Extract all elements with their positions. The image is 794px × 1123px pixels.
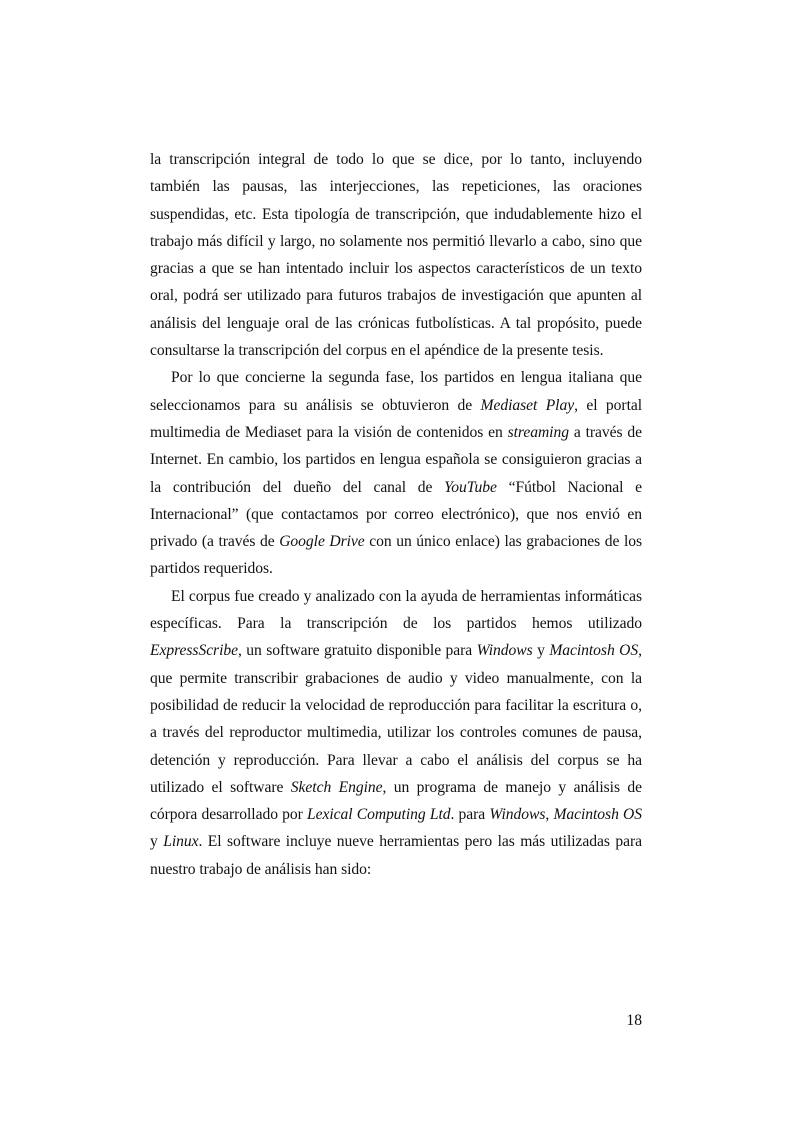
paragraph-2-text: Por lo que concierne la segunda fase, los partidos en lengua italiana que seleccionamos para su análisis se obtuvieron de [150,369,642,414]
paragraph-2-text: con un único enlace) las grabaciones de los partidos requeridos. [150,533,643,578]
paragraph-3-text: y [150,833,164,851]
italic-term-lexical-computing: Lexical Computing Ltd [307,806,451,824]
italic-term-windows: Windows [476,642,533,660]
paragraph-3-text: , un software gratuito disponible para [237,642,477,660]
italic-term-streaming: streaming [507,423,569,441]
paragraph-3-text: , [545,806,554,824]
italic-term-windows: Windows [489,806,546,824]
paragraph-2 [150,364,642,582]
page-number: 18 [626,1012,642,1029]
paragraph-3-text: , que permite transcribir grabaciones de audio y video manualmente, con la posibilidad de reducir la velocidad de reproducción para facilitar la escritura o, a través del reproductor multimedia, utilizar los controles comunes de pausa, detención y reproducción. Para llevar a cabo el análisis del corpus se ha utilizado el software [150,642,642,796]
paragraph-3-text: . El software incluye nueve herramientas pero las más utilizadas para nuestro trabajo de análisis han sido: [150,833,642,878]
italic-term-linux: Linux [163,833,199,851]
paragraph-1-text: la transcripción integral de todo lo que se dice, por lo tanto, incluyendo también las pausas, las interjecciones, las repeticiones, las oraciones suspendidas, etc. Esta tipología de transcripción, que indudablemente hizo el trabajo más difícil y largo, no solamente nos permitió llevarlo a cabo, sino que gracias a que se han intentado incluir los aspectos característicos de un texto oral, podrá ser utilizado para futuros trabajos de investigación que apunten al análisis del lenguaje oral de las crónicas futbolísticas. A tal propósito, puede consultarse la transcripción del corpus en el apéndice de la presente tesis. [150,151,642,360]
italic-term-youtube: YouTube [444,478,497,496]
paragraph-3-text: , un programa de manejo y análisis de córpora desarrollado por [150,778,642,824]
paragraph-3-text: y [532,642,550,660]
paragraph-2-text: “Fútbol Nacional e Internacional” (que contactamos por correo electrónico), que nos envió en privado (a través de [150,478,642,551]
paragraph-3 [150,583,642,883]
italic-term-macintosh-os: Macintosh OS [549,642,639,660]
paragraph-3-text: . para [450,806,490,824]
italic-term-google-drive: Google Drive [279,533,365,551]
body-text [150,146,642,883]
italic-term-sketch-engine: Sketch Engine [290,778,383,796]
paragraph-3-text: El corpus fue creado y analizado con la ayuda de herramientas informáticas específicas. Para la transcripción de los partidos hemos utilizado [150,587,642,633]
paragraph-1 [150,146,642,364]
paragraph-2-text: a través de Internet. En cambio, los partidos en lengua española se consiguieron gracias a la contribución del dueño del canal de [150,423,642,496]
paragraph-2-text: , el portal multimedia de Mediaset para la visión de contenidos en [150,396,643,441]
italic-term-mediaset-play: Mediaset Play [480,396,575,414]
italic-term-expressscribe: ExpressScribe [150,642,238,660]
italic-term-macintosh-os: Macintosh OS [553,806,642,824]
